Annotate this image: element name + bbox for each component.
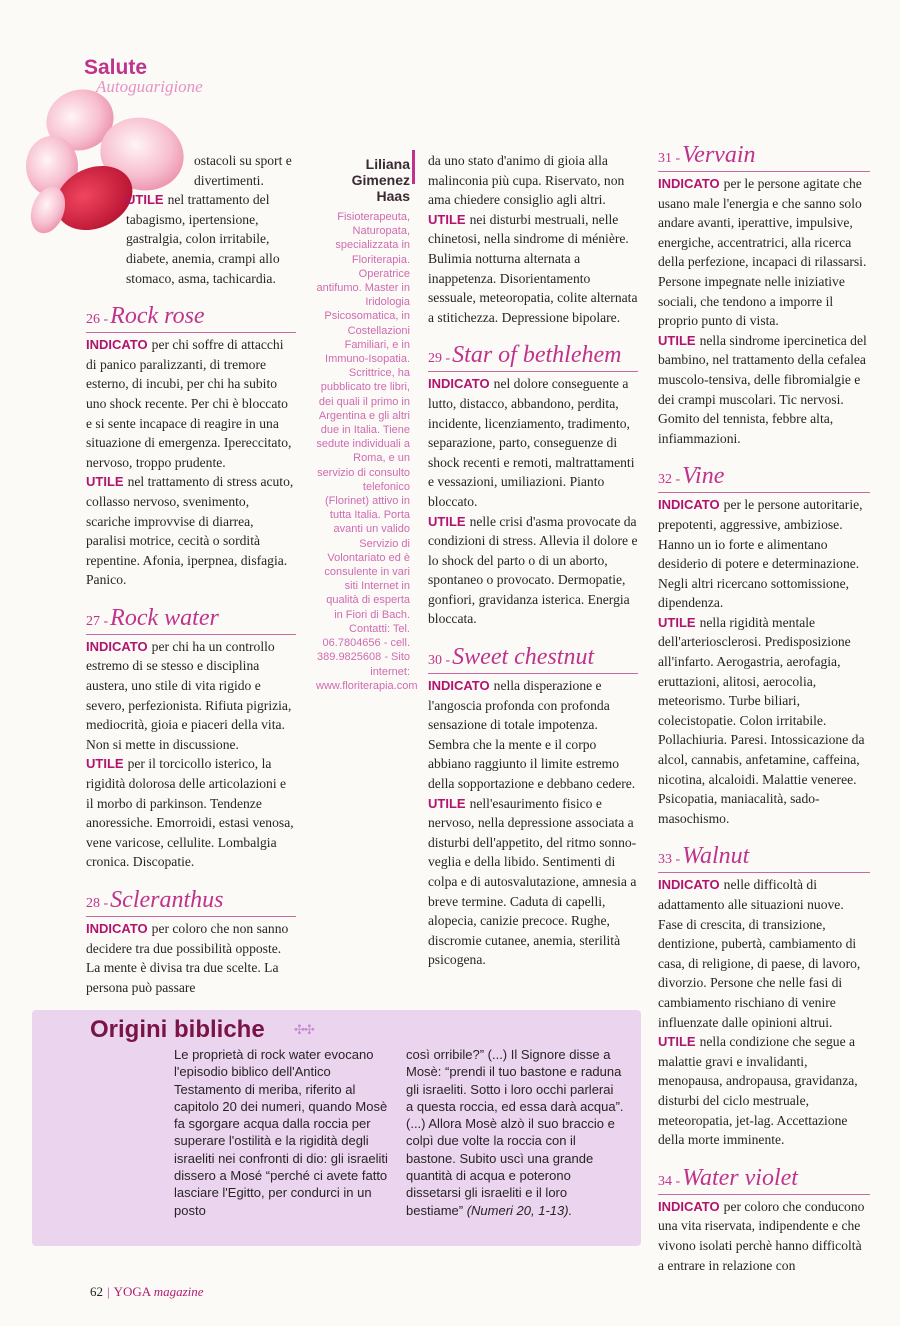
remedy-26-heading: 26 -Rock rose <box>86 302 296 333</box>
remedy-26-utile: nel trattamento di stress acuto, collasso nervoso, svenimento, scariche improvvise di diarrea, paralisi motrice, cecità o sordità repentine. Afonia, iperpnea, disfagia. Panico. <box>86 474 294 588</box>
column-3 <box>428 151 638 970</box>
remedy-33-utile: nella condizione che segue a malattie gravi e invalidanti, menopausa, andropausa, gravidanza, disturbi del ciclo mestruale, meteoropatia, jet-lag. Accettazione della morte imminente. <box>658 1034 858 1148</box>
remedy-27-indicato: per chi ha un controllo estremo di se stesso e disciplina austera, uno stile di vita rigido e severo, perfezionista. Rifiuta pigrizia, mediocrità, gioia e piaceri della vita. Non si mette in discussione. <box>86 638 292 752</box>
utile-label: UTILE <box>428 211 466 227</box>
remedy-27-heading: 27 -Rock water <box>86 604 296 635</box>
remedy-32-utile: nella rigidità mentale dell'arteriosclerosi. Predisposizione all'infarto. Aerogastria, aerofagia, eruttazioni, alitosi, aerocolia, meteorismo. Turbe biliari, colecistopatie. Colon irritabile. Pollachiuria. Paresi. Intossicazione da alcol, cannabis, anfetamine, caffeina, nicotina, alcaloidi. Malattie veneree. Psicopatia, maniacalità, sado-masochismo. <box>658 614 865 826</box>
remedy-33-indicato: nelle difficoltà di adattamento alle situazioni nuove. Fase di crescita, di transizione, dentizione, pubertà, cambiamento di casa, di religione, di paese, di lavoro, divorzio. Persone che nelle fasi di cambiamento rischiano di venire influenzate dalle opinioni altrui. <box>658 877 861 1030</box>
remedy-26-indicato: per chi soffre di attacchi di panico paralizzanti, di tremore esterno, di incubi, per chi ha subito uno shock recente. Per chi è bloccato e si sente incapace di reagire in una situazione di emergenza. Ipereccitato, nervoso, troppo prudente. <box>86 337 292 470</box>
decorative-dots-icon: ✣✣ <box>294 1022 314 1037</box>
indicato-label: INDICATO <box>428 678 490 694</box>
indicato-label: INDICATO <box>86 337 148 353</box>
remedy-30-heading: 30 -Sweet chestnut <box>428 643 638 674</box>
remedy-30-indicato: nella disperazione e l'angoscia profonda con profonda sensazione di totale impotenza. Sembra che la mente e il corpo abbiano raggiunto il limite estremo della sopportazione e debbano cedere. <box>428 678 636 792</box>
remedy-33-heading: 33 -Walnut <box>658 842 870 873</box>
remedy-31-utile: nella sindrome ipercinetica del bambino, nel trattamento della cefalea muscolo-tensiva, delle fibromialgie e dei crampi muscolari. Tic nervosi. Gomito del tennista, febbre alta, infiammazioni. <box>658 332 867 446</box>
magazine-brand: YOGA <box>113 1284 151 1299</box>
page-footer <box>90 1284 204 1300</box>
box-text-right <box>406 1046 624 1219</box>
section-title: Salute <box>84 56 148 79</box>
remedy-29-heading: 29 -Star of bethlehem <box>428 341 638 372</box>
column-4 <box>658 141 870 1275</box>
utile-label: UTILE <box>658 332 696 348</box>
indicato-label: INDICATO <box>86 638 148 654</box>
intro-utile-text: nel trattamento del tabagismo, ipertensione, gastralgia, colon irritabile, diabete, anemia, crampi allo stomaco, asma, tachicardia. <box>126 192 280 286</box>
author-name: Liliana Gimenez Haas <box>351 156 410 204</box>
scleranthus-utile: nei disturbi mestruali, nelle chinetosi, nella sindrome di ménière. Bulimia notturna alternata a inappetenza. Disorientamento sessuale, meteoropatia, colite alternata a stitichezza. Depressione bipolare. <box>428 211 638 325</box>
author-accent-bar <box>412 150 415 184</box>
indicato-label: INDICATO <box>658 176 720 191</box>
remedy-31-heading: 31 -Vervain <box>658 141 870 172</box>
utile-label: UTILE <box>658 1034 696 1050</box>
utile-label: UTILE <box>428 795 466 811</box>
remedy-30-utile: nell'esaurimento fisico e nervoso, nella depressione associata a disturbi dell'appetito, del ritmo sonno-veglia e della libido. Sentimenti di colpa e di autosvalutazione, amnesia a breve termine. Caduta di capelli, alopecia, canizie precoce. Rughe, discromie cutanee, anemia, sterilità psicogena. <box>428 795 637 968</box>
author-bio: Fisioterapeuta, Naturopata, specializzata in Floriterapia. Operatrice antifumo. Master in Iridologia Psicosomatica, in Costellazioni Familiari, e in Immuno-Isopatia. Scrittrice, ha pubblicato tre libri, dei quali il primo in Argentina e gli altri due in Italia. Tiene sedute individuali a Roma, e un servizio di consulto telefonico (Florinet) attivo in tutta Italia. Porta avanti un valido Servizio di Volontariato ed è consulente in vari siti Internet in qualità di esperta in Fiori di Bach. Contatti: Tel. 06.7804656 - cell. 389.9825608 - Sito internet: www.floriterapia.com <box>316 211 418 692</box>
indicato-label: INDICATO <box>86 921 148 936</box>
utile-label: UTILE <box>658 614 696 630</box>
remedy-29-indicato: nel dolore conseguente a lutto, distacco, abbandono, perdita, incidente, licenziamento, tradimento, separazione, parto, conseguenze di shock recenti e remoti, maltrattamenti e vessazioni, umiliazioni. Pianto bloccato. <box>428 376 635 509</box>
indicato-label: INDICATO <box>658 1198 720 1214</box>
box-citation: (Numeri 20, 1-13). <box>466 1202 573 1218</box>
remedy-31-indicato: per le persone agitate che usano male l'energia e che sanno solo andare avanti, iperattive, impulsive, energiche, accentratrici, alla ricerca della perfezione, incapaci di rilassarsi. Persone impegnate nelle iniziative sociali, che tendono a imporre il proprio punto di vista. <box>658 176 867 329</box>
utile-label: UTILE <box>428 513 466 529</box>
box-title: Origini bibliche <box>90 1016 265 1043</box>
remedy-29-utile: nelle crisi d'asma provocate da condizioni di stress. Allevia il dolore e lo shock del parto o di un aborto, spontaneo o provocato. Dermopatie, gonfiori, gravidanza isterica. Energia bloccata. <box>428 513 638 627</box>
remedy-28-indicato: per coloro che non sanno decidere tra due possibilità opposte. La mente è divisa tra due scelte. La persona può passare <box>86 921 289 995</box>
page-number: 62 <box>90 1284 103 1299</box>
footer-separator: | <box>107 1284 110 1299</box>
section-subtitle: Autoguarigione <box>96 77 203 96</box>
utile-label: UTILE <box>126 192 164 208</box>
indicato-label: INDICATO <box>428 376 490 392</box>
remedy-34-heading: 34 -Water violet <box>658 1164 870 1195</box>
column-1 <box>86 151 296 997</box>
remedy-34-indicato: per coloro che conducono una vita riservata, indipendente e che vivono isolati perchè hanno difficoltà a entrare in relazione con <box>658 1198 865 1273</box>
scleranthus-continued: da uno stato d'animo di gioia alla malinconia più cupa. Riservato, non ama chiedere consiglio agli altri. <box>428 153 625 208</box>
utile-label: UTILE <box>86 756 124 772</box>
intro-text: ostacoli su sport e divertimenti. <box>194 153 292 188</box>
box-text-right-body: così orribile?” (...) Il Signore disse a Mosè: “prendi il tuo bastone e raduna gli israeliti. Sotto i loro occhi parlerai a questa roccia, ed essa darà acqua”. (...) Allora Mosè alzò il suo braccio e colpì due volte la roccia con il bastone. Subito uscì una grande quantità di acqua e poterono dissetarsi gli israeliti e il loro bestiame” <box>406 1047 624 1218</box>
remedy-32-heading: 32 -Vine <box>658 462 870 493</box>
utile-label: UTILE <box>86 474 124 490</box>
remedy-32-indicato: per le persone autoritarie, prepotenti, aggressive, ambiziose. Hanno un io forte e alimentano desiderio di potere e determinazione. Negli altri ricercano sottomissione, dipendenza. <box>658 497 863 611</box>
remedy-27-utile: per il torcicollo isterico, la rigidità dolorosa delle articolazioni e il morbo di parkinson. Tendenze anoressiche. Emorroidi, estasi venosa, vene varicose, cellulite. Lombalgia cronica. Discopatie. <box>86 756 294 870</box>
indicato-label: INDICATO <box>658 877 720 893</box>
remedy-28-heading: 28 -Scleranthus <box>86 886 296 917</box>
author-box <box>316 156 418 693</box>
indicato-label: INDICATO <box>658 497 720 513</box>
magazine-word: magazine <box>153 1284 204 1299</box>
box-text-left: Le proprietà di rock water evocano l'episodio biblico dell'Antico Testamento di meriba, riferito al capitolo 20 dei numeri, quando Mosè fa sgorgare acqua dalla roccia per superare l'ostilità e la rigidità degli israeliti nei confronti di dio: gli israeliti dissero a Mosé “perché ci avete fatto lasciare l'Egitto, per condurci in un posto <box>174 1047 388 1218</box>
